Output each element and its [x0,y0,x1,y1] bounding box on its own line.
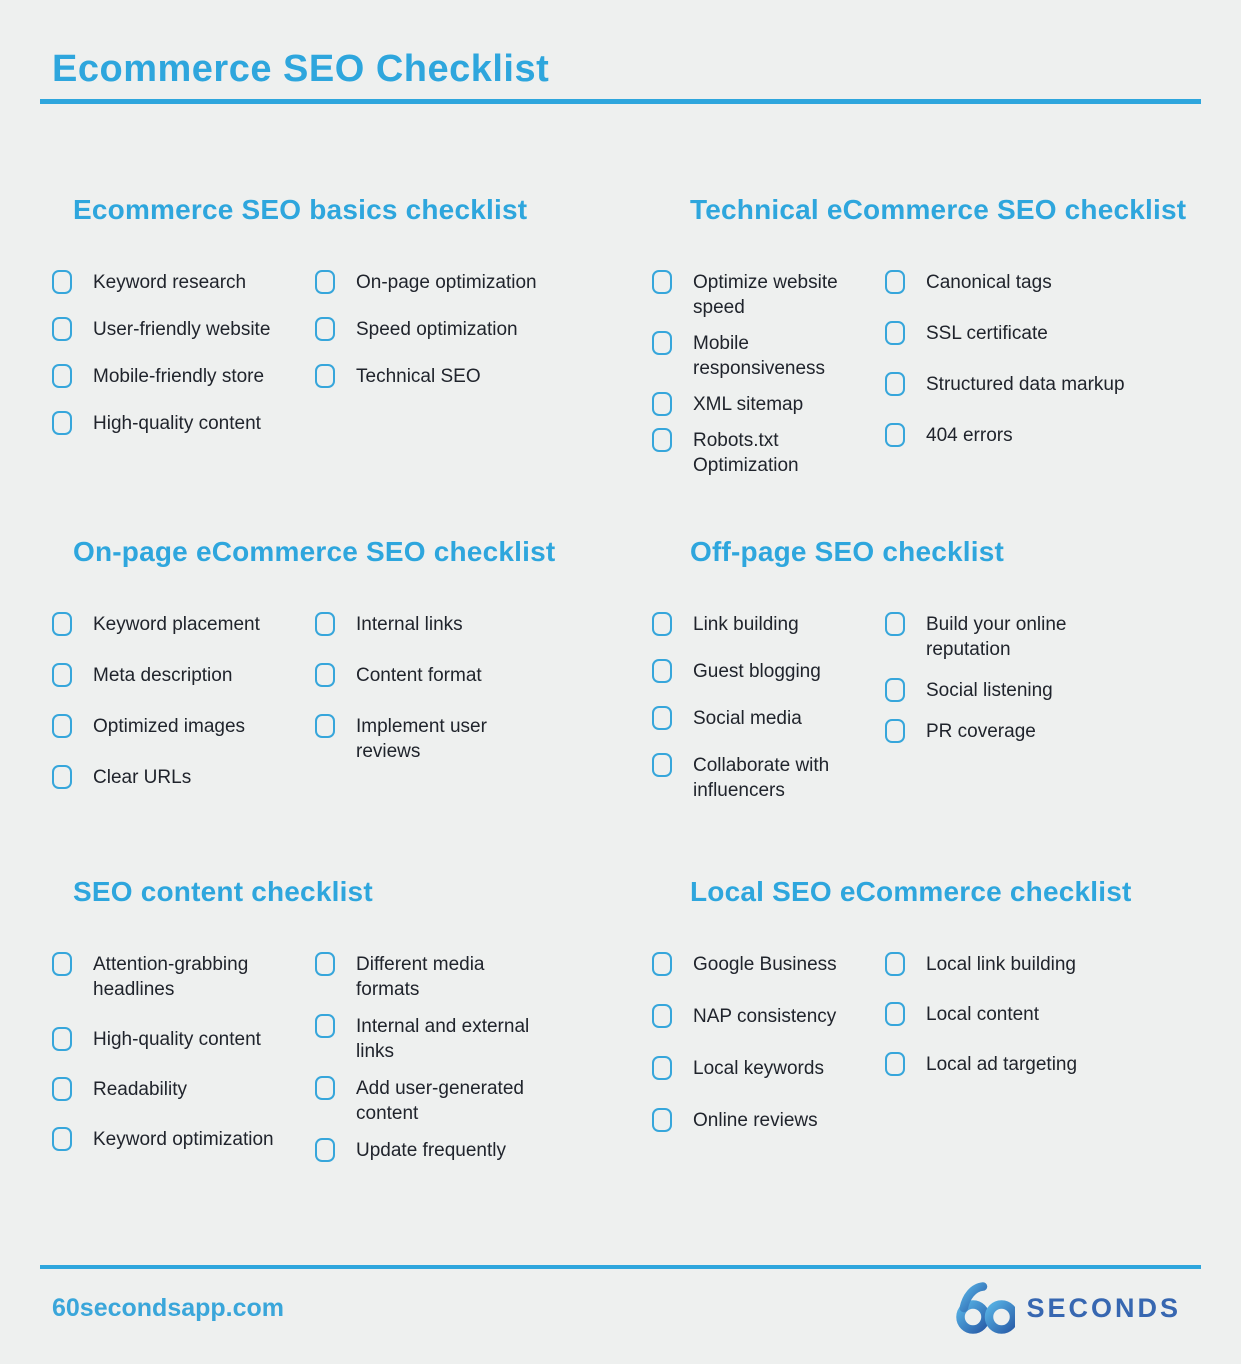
checklist-item-label: Build your online reputation [926,614,1067,660]
footer-divider [40,1265,1201,1269]
checkbox-icon[interactable] [652,428,672,452]
checklist-item [52,1027,315,1052]
checklist-item [652,1108,885,1133]
checklist-item-label: Optimized images [93,716,246,737]
section-seo-content [52,876,612,1163]
checkbox-icon[interactable] [652,1004,672,1028]
checklist-item [652,753,885,803]
checkbox-icon[interactable] [52,765,72,789]
checklist-item [52,714,315,739]
checkbox-icon[interactable] [315,952,335,976]
checklist-item-label: Different media formats [356,954,485,1000]
checklist-item-label: Keyword research [93,272,247,293]
checklist-item [52,1127,315,1152]
checklist-item [885,678,1201,703]
checkbox-icon[interactable] [652,659,672,683]
checklist-item-label: 404 errors [926,425,1013,446]
checklist-item [652,1004,885,1029]
section-title: Off-page SEO checklist [690,536,1005,567]
section-onpage-seo [52,536,612,790]
checkbox-icon[interactable] [652,706,672,730]
section-ecommerce-seo-basics [52,194,612,436]
checklist-item [315,1014,612,1064]
checklist-item [52,317,315,342]
checklist-item-label: Local keywords [693,1058,824,1079]
checkbox-icon[interactable] [652,331,672,355]
section-title: Local SEO eCommerce checklist [690,876,1132,907]
checklist-item-label: Internal links [356,614,463,635]
checklist-item [885,1052,1201,1077]
checklist-item [52,270,315,295]
checklist-item [652,428,885,478]
checklist-item [315,270,612,295]
checkbox-icon[interactable] [652,392,672,416]
checklist-item [315,1076,612,1126]
checklist-item [652,1056,885,1081]
checklist-item-label: Keyword optimization [93,1129,274,1150]
checklist-item-label: Local content [926,1004,1040,1025]
checklist-item [52,364,315,389]
checklist-item [652,612,885,637]
checkbox-icon[interactable] [52,364,72,388]
checklist-item-label: Robots.txt Optimization [693,430,799,476]
checklist-item [52,952,315,1002]
checklist-item-label: Internal and external links [356,1016,530,1062]
checklist-item-label: High-quality content [93,1029,261,1050]
checklist-item [52,765,315,790]
checkbox-icon[interactable] [52,714,72,738]
checkbox-icon[interactable] [315,1014,335,1038]
checklist-item [885,612,1201,662]
section-offpage-seo [652,536,1208,803]
section-title: On-page eCommerce SEO checklist [73,536,556,567]
checkbox-icon[interactable] [52,952,72,976]
checkbox-icon[interactable] [315,714,335,738]
top-divider [40,99,1201,104]
section-technical-seo [652,194,1208,478]
checklist-item [315,714,612,764]
checklist-item [885,952,1201,977]
section-title: Technical eCommerce SEO checklist [690,194,1187,225]
checklist-item [652,270,885,320]
checkbox-icon[interactable] [885,719,905,743]
checklist-item-label: Clear URLs [93,767,192,788]
checklist-item-label: Attention-grabbing headlines [93,954,249,1000]
checklist-item-label: Social media [693,708,802,729]
checkbox-icon[interactable] [652,612,672,636]
logo-wordmark: SECONDS [1026,1293,1181,1323]
checkbox-icon[interactable] [315,317,335,341]
checklist-item [885,372,1201,397]
checkbox-icon[interactable] [652,753,672,777]
sixty-logo-icon [953,1282,1015,1335]
checklist-item [52,612,315,637]
checklist-item-label: Implement user reviews [356,716,487,762]
checklist-item [315,364,612,389]
checkbox-icon[interactable] [315,1076,335,1100]
checklist-item-label: Update frequently [356,1140,506,1161]
checklist-item-label: Meta description [93,665,233,686]
checkbox-icon[interactable] [652,1056,672,1080]
checklist-item-label: Content format [356,665,482,686]
checklist-item-label: Speed optimization [356,319,518,340]
section-title: Ecommerce SEO basics checklist [73,194,528,225]
checkbox-icon[interactable] [315,364,335,388]
checklist-item [885,321,1201,346]
checklist-item-label: Collaborate with influencers [693,755,830,801]
section-local-seo [652,876,1208,1133]
footer-website-link[interactable]: 60secondsapp.com [52,1294,285,1322]
checklist-item [315,317,612,342]
checkbox-icon[interactable] [52,1127,72,1151]
checkbox-icon[interactable] [52,411,72,435]
checklist-item [885,719,1201,744]
checklist-item-label: Mobile-friendly store [93,366,265,387]
checkbox-icon[interactable] [885,270,905,294]
checklist-item [315,1138,612,1163]
checklist-item-label: High-quality content [93,413,261,434]
checklist-item [52,663,315,688]
checklist-item-label: Add user-generated content [356,1078,524,1124]
checklist-item [315,663,612,688]
checklist-item-label: Mobile responsiveness [693,333,826,379]
checkbox-icon[interactable] [885,1002,905,1026]
page-title: Ecommerce SEO Checklist [52,48,550,90]
checklist-item-label: Technical SEO [356,366,481,387]
checkbox-icon[interactable] [885,612,905,636]
checklist-item-label: Social listening [926,680,1053,701]
checkbox-icon[interactable] [885,423,905,447]
checkbox-icon[interactable] [885,678,905,702]
checkbox-icon[interactable] [52,1027,72,1051]
checklist-item-label: Google Business [693,954,837,975]
checkbox-icon[interactable] [315,270,335,294]
checklist-item-label: User-friendly website [93,319,271,340]
checkbox-icon[interactable] [652,952,672,976]
checkbox-icon[interactable] [885,372,905,396]
checkbox-icon[interactable] [885,952,905,976]
checkbox-icon[interactable] [315,663,335,687]
checklist-item-label: On-page optimization [356,272,537,293]
checklist-item-label: XML sitemap [693,394,804,415]
checklist-item [885,423,1201,448]
checkbox-icon[interactable] [652,270,672,294]
checklist-item [652,331,885,381]
checklist-item-label: Canonical tags [926,272,1052,293]
checklist-item-label: NAP consistency [693,1006,837,1027]
checkbox-icon[interactable] [52,1077,72,1101]
checklist-item-label: Keyword placement [93,614,260,635]
checklist-item [315,952,612,1002]
checklist-item [652,706,885,731]
checkbox-icon[interactable] [315,1138,335,1162]
checklist-item-label: Optimize website speed [693,272,838,318]
checklist-item-label: Link building [693,614,799,635]
checklist-item [885,1002,1201,1027]
checkbox-icon[interactable] [885,1052,905,1076]
checklist-item [652,392,885,417]
checkbox-icon[interactable] [315,612,335,636]
checklist-item-label: PR coverage [926,721,1036,742]
checkbox-icon[interactable] [885,321,905,345]
checklist-item [52,411,315,436]
checklist-item-label: Local link building [926,954,1076,975]
checkbox-icon[interactable] [52,270,72,294]
checklist-item-label: Online reviews [693,1110,818,1131]
checklist-item-label: Readability [93,1079,187,1100]
checkbox-icon[interactable] [52,317,72,341]
checklist-item [652,659,885,684]
checkbox-icon[interactable] [652,1108,672,1132]
checklist-item-label: Guest blogging [693,661,821,682]
checklist-item [52,1077,315,1102]
checklist-item-label: Local ad targeting [926,1054,1078,1075]
checklist-item [885,270,1201,295]
checkbox-icon[interactable] [52,663,72,687]
checkbox-icon[interactable] [52,612,72,636]
checklist-item-label: Structured data markup [926,374,1125,395]
section-title: SEO content checklist [73,876,373,907]
sixty-seconds-logo [953,1282,1181,1335]
checklist-item [315,612,612,637]
checklist-item-label: SSL certificate [926,323,1048,344]
checklist-item [652,952,885,977]
